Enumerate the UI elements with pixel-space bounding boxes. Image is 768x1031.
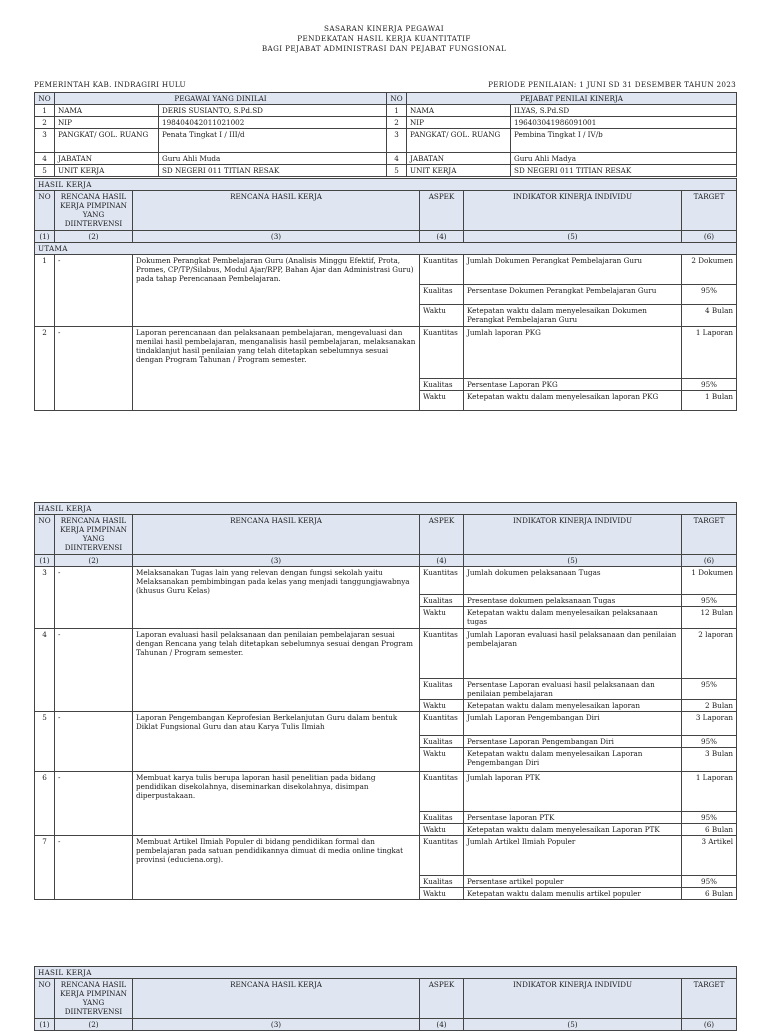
column-number-row [35, 1019, 737, 1031]
item-indikator: Persentase Laporan Pengembangan Diri [464, 736, 682, 748]
item-indikator: Jumlah laporan PKG [464, 327, 682, 379]
identity-row [35, 117, 737, 129]
identity-row-value: Penata Tingkat I / III/d [159, 129, 387, 153]
item-target: 95% [682, 736, 737, 748]
item-target: 95% [682, 876, 737, 888]
identity-row-label: NAMA [407, 105, 511, 117]
column-header-aspek: ASPEK [420, 191, 464, 231]
item-rhk-pimpinan: - [55, 629, 133, 712]
column-header-rhk: RENCANA HASIL KERJA [133, 515, 420, 555]
identity-row-no: 1 [387, 105, 407, 117]
item-indikator: Jumlah Laporan Pengembangan Diri [464, 712, 682, 736]
item-aspek: Kualitas [420, 379, 464, 391]
item-indikator: Jumlah dokumen pelaksanaan Tugas [464, 567, 682, 595]
column-number: (1) [35, 231, 55, 243]
item-indikator: Ketepatan waktu dalam menyelesaikan Dokumen Perangkat Pembelajaran Guru [464, 305, 682, 327]
item-indikator: Jumlah Dokumen Perangkat Pembelajaran Guru [464, 255, 682, 285]
item-target: 6 Bulan [682, 824, 737, 836]
item-aspek: Waktu [420, 391, 464, 411]
column-number: (5) [464, 231, 682, 243]
item-aspek: Kualitas [420, 876, 464, 888]
item-aspek: Kuantitas [420, 327, 464, 379]
identity-row [35, 129, 737, 153]
column-number: (2) [55, 231, 133, 243]
column-number: (2) [55, 555, 133, 567]
item-no: 1 [35, 255, 55, 327]
column-number: (4) [420, 1019, 464, 1031]
item-indikator: Jumlah Artikel Ilmiah Populer [464, 836, 682, 876]
table-row [35, 772, 737, 812]
identity-row-value: ILYAS, S.Pd.SD [511, 105, 737, 117]
institution-label: PEMERINTAH KAB. INDRAGIRI HULU [34, 80, 186, 89]
hasil-kerja-band [35, 967, 737, 979]
item-rhk-pimpinan: - [55, 327, 133, 411]
column-header-rhk-pimpinan: RENCANA HASIL KERJA PIMPINAN YANG DIINTERVENSI [55, 515, 133, 555]
item-indikator: Jumlah Laporan evaluasi hasil pelaksanaan dan penilaian pembelajaran [464, 629, 682, 679]
column-header-indikator: INDIKATOR KINERJA INDIVIDU [464, 979, 682, 1019]
identity-row-label: PANGKAT/ GOL. RUANG [55, 129, 159, 153]
item-rhk: Laporan perencanaan dan pelaksanaan pembelajaran, mengevaluasi dan menilai hasil pembelajaran, menganalisis hasil pembelajaran, melaksanakan tindaklanjut hasil penilaian yang telah ditetapkan sebelumnya sesuai dengan Program Tahunan / Program semester. [133, 327, 420, 411]
item-indikator: Presentase dokumen pelaksanaan Tugas [464, 595, 682, 607]
column-header-target: TARGET [682, 979, 737, 1019]
identity-row-no: 2 [35, 117, 55, 129]
column-header-target: TARGET [682, 515, 737, 555]
item-aspek: Kualitas [420, 812, 464, 824]
item-indikator: Ketepatan waktu dalam menyelesaikan laporan PKG [464, 391, 682, 411]
item-aspek: Kuantitas [420, 255, 464, 285]
item-target: 3 Bulan [682, 748, 737, 772]
column-number: (2) [55, 1019, 133, 1031]
document-header [0, 24, 768, 54]
item-rhk-pimpinan: - [55, 255, 133, 327]
identity-row-label: PANGKAT/ GOL. RUANG [407, 129, 511, 153]
identity-row-label: NIP [55, 117, 159, 129]
item-no: 2 [35, 327, 55, 411]
item-rhk-pimpinan: - [55, 772, 133, 836]
item-indikator: Persentase laporan PTK [464, 812, 682, 824]
column-number: (6) [682, 1019, 737, 1031]
item-rhk-pimpinan: - [55, 836, 133, 900]
item-target: 1 Dokumen [682, 567, 737, 595]
column-number: (1) [35, 1019, 55, 1031]
column-header-no: NO [35, 979, 55, 1019]
identity-row-value: SD NEGERI 011 TITIAN RESAK [511, 165, 737, 177]
meta-line [34, 80, 736, 89]
identity-row-label: JABATAN [55, 153, 159, 165]
column-number: (5) [464, 1019, 682, 1031]
identity-right-title: PEJABAT PENILAI KINERJA [407, 93, 737, 105]
item-rhk-pimpinan: - [55, 567, 133, 629]
column-number: (4) [420, 231, 464, 243]
column-number: (3) [133, 1019, 420, 1031]
identity-row-label: NIP [407, 117, 511, 129]
column-header-row [35, 979, 737, 1019]
item-aspek: Waktu [420, 748, 464, 772]
item-indikator: Persentase Dokumen Perangkat Pembelajaran Guru [464, 285, 682, 305]
identity-row-no: 5 [387, 165, 407, 177]
item-aspek: Kualitas [420, 736, 464, 748]
identity-row-value: SD NEGERI 011 TITIAN RESAK [159, 165, 387, 177]
identity-row-value: 198404042011021002 [159, 117, 387, 129]
item-aspek: Kuantitas [420, 712, 464, 736]
item-rhk: Laporan evaluasi hasil pelaksanaan dan penilaian pembelajaran sesuai dengan Rencana yang telah ditetapkan sebelumnya sesuai dengan Program Tahunan / Program semester. [133, 629, 420, 712]
identity-header-row [35, 93, 737, 105]
column-header-indikator: INDIKATOR KINERJA INDIVIDU [464, 191, 682, 231]
section-title: HASIL KERJA [35, 179, 737, 191]
section-title: HASIL KERJA [35, 503, 737, 515]
hasil-kerja-band [35, 179, 737, 191]
header-subtitle: PENDEKATAN HASIL KERJA KUANTITATIF [297, 34, 471, 43]
item-no: 5 [35, 712, 55, 772]
identity-row-value: Guru Ahli Muda [159, 153, 387, 165]
item-no: 6 [35, 772, 55, 836]
identity-row [35, 105, 737, 117]
column-number-row [35, 555, 737, 567]
item-target: 4 Bulan [682, 305, 737, 327]
item-no: 3 [35, 567, 55, 629]
item-rhk: Laporan Pengembangan Keprofesian Berkelanjutan Guru dalam bentuk Diklat Fungsional Guru dan atau Karya Tulis Ilmiah [133, 712, 420, 772]
table-row [35, 629, 737, 679]
item-target: 95% [682, 679, 737, 700]
item-target: 3 Artikel [682, 836, 737, 876]
table-row [35, 567, 737, 595]
identity-row-value: Pembina Tingkat I / IV/b [511, 129, 737, 153]
item-target: 95% [682, 595, 737, 607]
item-indikator: Ketepatan waktu dalam menulis artikel populer [464, 888, 682, 900]
column-header-rhk-pimpinan: RENCANA HASIL KERJA PIMPINAN YANG DIINTERVENSI [55, 979, 133, 1019]
item-target: 95% [682, 285, 737, 305]
item-target: 95% [682, 379, 737, 391]
item-rhk: Membuat karya tulis berupa laporan hasil penelitian pada bidang pendidikan disekolahnya, diseminarkan disekolahnya, disimpan diperpustakaan. [133, 772, 420, 836]
item-target: 3 Laporan [682, 712, 737, 736]
item-aspek: Waktu [420, 607, 464, 629]
identity-row [35, 153, 737, 165]
item-indikator: Persentase artikel populer [464, 876, 682, 888]
item-target: 2 laporan [682, 629, 737, 679]
column-header-rhk-pimpinan: RENCANA HASIL KERJA PIMPINAN YANG DIINTERVENSI [55, 191, 133, 231]
section-title: HASIL KERJA [35, 967, 737, 979]
column-number-row [35, 231, 737, 243]
identity-no-header: NO [387, 93, 407, 105]
item-indikator: Ketepatan waktu dalam menyelesaikan Laporan Pengembangan Diri [464, 748, 682, 772]
identity-row [35, 165, 737, 177]
hasil-kerja-table [34, 502, 737, 900]
item-aspek: Kualitas [420, 595, 464, 607]
column-header-target: TARGET [682, 191, 737, 231]
item-aspek: Waktu [420, 888, 464, 900]
header-subtitle-2: BAGI PEJABAT ADMINISTRASI DAN PEJABAT FUNGSIONAL [261, 44, 507, 53]
column-header-indikator: INDIKATOR KINERJA INDIVIDU [464, 515, 682, 555]
column-header-rhk: RENCANA HASIL KERJA [133, 191, 420, 231]
identity-row-no: 2 [387, 117, 407, 129]
hasil-kerja-band [35, 503, 737, 515]
column-number: (5) [464, 555, 682, 567]
identity-row-no: 5 [35, 165, 55, 177]
item-target: 1 Laporan [682, 327, 737, 379]
item-indikator: Persentase Laporan PKG [464, 379, 682, 391]
identity-table [34, 92, 737, 177]
item-no: 7 [35, 836, 55, 900]
column-number: (4) [420, 555, 464, 567]
table-row [35, 255, 737, 285]
column-number: (6) [682, 555, 737, 567]
item-aspek: Kualitas [420, 285, 464, 305]
item-aspek: Waktu [420, 305, 464, 327]
item-target: 1 Bulan [682, 391, 737, 411]
identity-row-label: UNIT KERJA [407, 165, 511, 177]
column-number: (3) [133, 231, 420, 243]
period-label: PERIODE PENILAIAN: 1 JUNI SD 31 DESEMBER TAHUN 2023 [488, 80, 736, 89]
header-title: SASARAN KINERJA PEGAWAI [324, 24, 444, 33]
column-header-rhk: RENCANA HASIL KERJA [133, 979, 420, 1019]
column-header-aspek: ASPEK [420, 979, 464, 1019]
column-number: (6) [682, 231, 737, 243]
utama-label: UTAMA [35, 243, 737, 255]
identity-left-title: PEGAWAI YANG DINILAI [55, 93, 387, 105]
column-header-no: NO [35, 191, 55, 231]
identity-row-no: 3 [35, 129, 55, 153]
table-row [35, 836, 737, 876]
item-target: 2 Dokumen [682, 255, 737, 285]
item-target: 95% [682, 812, 737, 824]
item-target: 12 Bulan [682, 607, 737, 629]
item-aspek: Kuantitas [420, 836, 464, 876]
item-rhk: Dokumen Perangkat Pembelajaran Guru (Analisis Minggu Efektif, Prota, Promes, CP/TP/Silabus, Modul Ajar/RPP, Bahan Ajar dan Administrasi Guru) pada tahap Perencanaan Pembelajaran. [133, 255, 420, 327]
identity-row-label: JABATAN [407, 153, 511, 165]
column-header-row [35, 191, 737, 231]
utama-row [35, 243, 737, 255]
item-rhk: Melaksanakan Tugas lain yang relevan dengan fungsi sekolah yaitu Melaksanakan pembimbingan pada kelas yang menjadi tanggungjawabnya (khusus Guru Kelas) [133, 567, 420, 629]
item-rhk: Membuat Artikel Ilmiah Populer di bidang pendidikan formal dan pembelajaran pada satuan pendidikannya dimuat di media online tingkat provinsi (educiena.org). [133, 836, 420, 900]
item-indikator: Ketepatan waktu dalam menyelesaikan pelaksanaan tugas [464, 607, 682, 629]
item-aspek: Waktu [420, 700, 464, 712]
identity-row-no: 1 [35, 105, 55, 117]
table-row [35, 327, 737, 379]
hasil-kerja-table [34, 966, 737, 1031]
item-aspek: Waktu [420, 824, 464, 836]
identity-row-label: UNIT KERJA [55, 165, 159, 177]
item-indikator: Jumlah laporan PTK [464, 772, 682, 812]
column-header-row [35, 515, 737, 555]
item-rhk-pimpinan: - [55, 712, 133, 772]
item-target: 6 Bulan [682, 888, 737, 900]
item-indikator: Ketepatan waktu dalam menyelesaikan laporan [464, 700, 682, 712]
item-aspek: Kuantitas [420, 629, 464, 679]
identity-row-no: 4 [35, 153, 55, 165]
item-indikator: Persentase Laporan evaluasi hasil pelaksanaan dan penilaian pembelajaran [464, 679, 682, 700]
column-number: (1) [35, 555, 55, 567]
column-header-aspek: ASPEK [420, 515, 464, 555]
identity-row-value: DERIS SUSIANTO, S.Pd.SD [159, 105, 387, 117]
hasil-kerja-table [34, 178, 737, 411]
identity-row-value: 196403041986091001 [511, 117, 737, 129]
identity-row-no: 4 [387, 153, 407, 165]
item-aspek: Kuantitas [420, 567, 464, 595]
column-header-no: NO [35, 515, 55, 555]
item-no: 4 [35, 629, 55, 712]
item-target: 2 Bulan [682, 700, 737, 712]
identity-row-no: 3 [387, 129, 407, 153]
identity-no-header: NO [35, 93, 55, 105]
item-indikator: Ketepatan waktu dalam menyelesaikan Laporan PTK [464, 824, 682, 836]
item-aspek: Kuantitas [420, 772, 464, 812]
item-aspek: Kualitas [420, 679, 464, 700]
item-target: 1 Laporan [682, 772, 737, 812]
identity-row-value: Guru Ahli Madya [511, 153, 737, 165]
table-row [35, 712, 737, 736]
column-number: (3) [133, 555, 420, 567]
identity-row-label: NAMA [55, 105, 159, 117]
